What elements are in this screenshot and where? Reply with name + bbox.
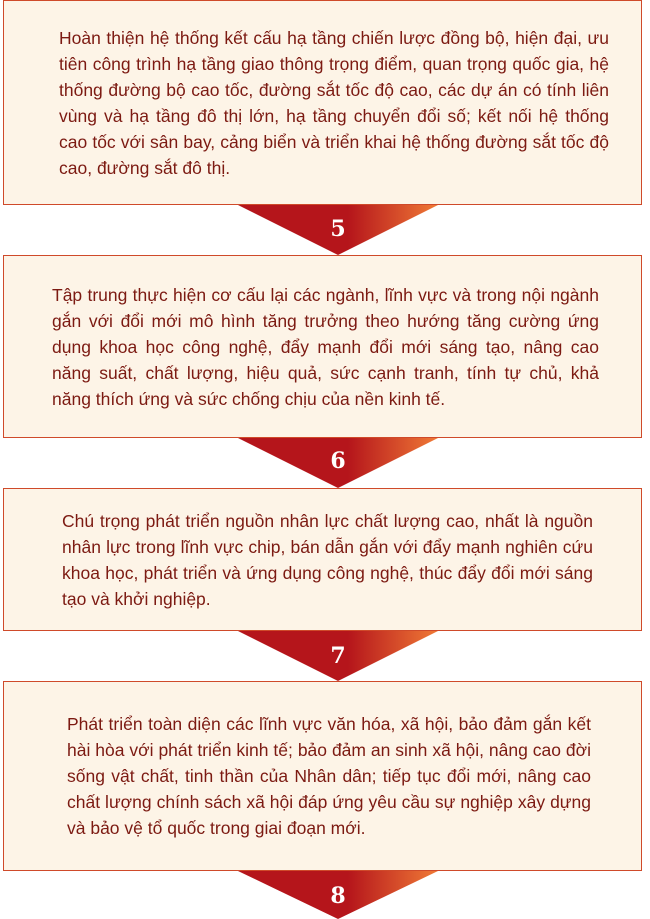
step-number: 6 [330, 448, 346, 474]
policy-card [3, 488, 642, 631]
policy-text: Phát triển toàn diện các lĩnh vực văn hóa, xã hội, bảo đảm gắn kết hài hòa với phát triển kinh tế; bảo đảm an sinh xã hội, nâng cao đời sống vật chất, tinh thần của Nhân dân; tiếp tục đổi mới, nâng cao chất lượng chính sách xã hội đáp ứng yêu cầu sự nghiệp xây dựng và bảo vệ tổ quốc trong giai đoạn mới. [67, 714, 591, 838]
policy-text: Tập trung thực hiện cơ cấu lại các ngành, lĩnh vực và trong nội ngành gắn với đổi mới mô hình tăng trưởng theo hướng tăng cường ứng dụng khoa học công nghệ, đẩy mạnh đổi mới sáng tạo, nâng cao năng suất, chất lượng, hiệu quả, sức cạnh tranh, tính tự chủ, khả năng thích ứng và sức chống chịu của nền kinh tế. [52, 284, 599, 409]
step-arrow [238, 871, 438, 919]
policy-text: Chú trọng phát triển nguồn nhân lực chất lượng cao, nhất là nguồn nhân lực trong lĩnh vực chip, bán dẫn gắn với đẩy mạnh nghiên cứu khoa học, phát triển và ứng dụng công nghệ, thúc đẩy đổi mới sáng tạo và khởi nghiệp. [62, 510, 593, 609]
policy-text: Hoàn thiện hệ thống kết cấu hạ tầng chiến lược đồng bộ, hiện đại, ưu tiên công trình hạ tầng giao thông trọng điểm, quan trọng quốc gia, hệ thống đường bộ cao tốc, đường sắt tốc độ cao, các dự án có tính liên vùng và hạ tầng đô thị lớn, hạ tầng chuyển đổi số; kết nối hệ thống cao tốc với sân bay, cảng biển và triển khai hệ thống đường sắt tốc độ cao, đường sắt đô thị. [59, 27, 609, 178]
policy-card [3, 255, 642, 438]
policy-card [3, 0, 642, 205]
step-arrow [238, 205, 438, 255]
policy-card [3, 681, 642, 871]
step-number: 7 [330, 643, 346, 669]
step-number: 8 [330, 883, 346, 909]
step-arrow [238, 631, 438, 681]
step-number: 5 [330, 216, 346, 242]
step-arrow [238, 438, 438, 488]
